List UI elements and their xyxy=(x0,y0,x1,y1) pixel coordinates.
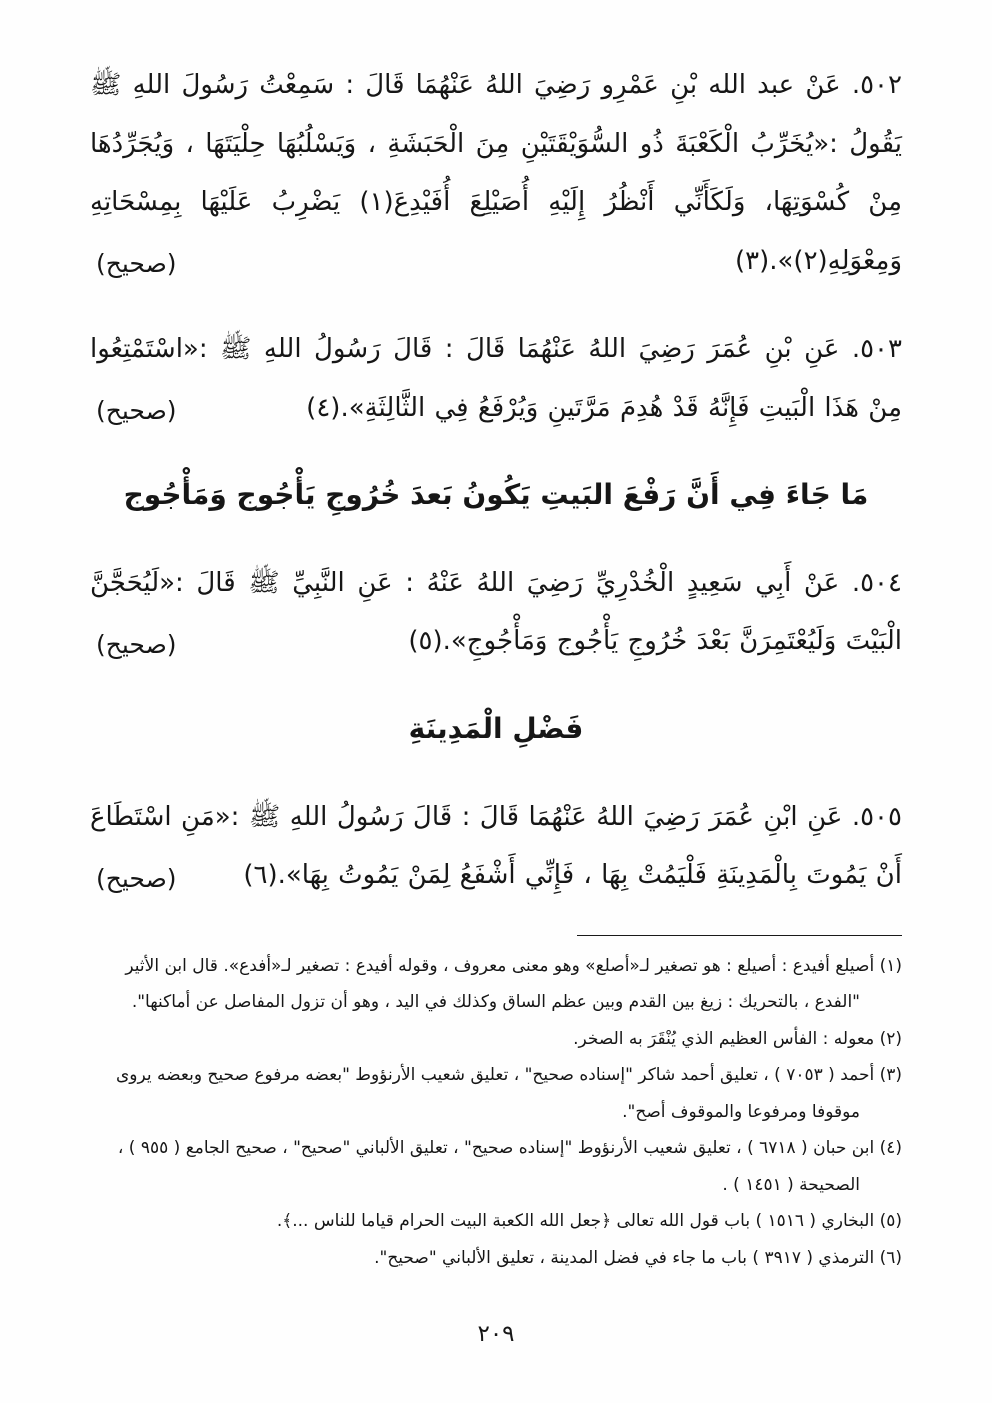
footnote-3: (٣) أحمد ( ٧٠٥٣ ) ، تعليق أحمد شاكر "إسناده صحيح" ، تعليق شعيب الأرنؤوط "بعضه مرفوع صحيح وبعضه يروى موقوفا ومرفوعا والموقوف أصح". xyxy=(116,1065,902,1122)
section-heading-virtue-of-madinah: فَضْلِ الْمَدِينَةِ xyxy=(408,711,584,745)
hadith-502 xyxy=(90,56,902,290)
footnote-4: (٤) ابن حبان ( ٦٧١٨ ) ، تعليق شعيب الأرنؤوط "إسناده صحيح" ، تعليق الألباني "صحيح" ، صحيح الجامع ( ٩٥٥ ) ، الصحيحة ( ١٤٥١ ) . xyxy=(117,1138,902,1195)
hadith-504-grade-badge: (صحيح) xyxy=(96,629,177,659)
hadith-504 xyxy=(90,554,902,671)
footnote-1: (١) أصيلع أفيدع : أصيلع : هو تصغير لـ«أصلع» وهو معنى معروف ، وقوله أفيدع : تصغير لـ«أفدع». قال ابن الأثير "الفدع ، بالتحريك : زيغ بين القدم وبين عظم الساق وكذلك في اليد ، وهو أن تزول المفاصل عن أماكنها". xyxy=(125,955,902,1013)
hadith-503-text: ٥٠٣. عَنِ بْنِ عُمَرَ رَضِيَ اللهُ عَنْهُمَا قَالَ : قَالَ رَسُولُ اللهِ ﷺ :«اسْتَمْتِعُوا مِنْ هَذَا الْبَيتِ فَإِنَّهُ قَدْ هُدِمَ مَرَّتَينِ وَيُرْفَعُ فِي الثَّالِثَةِ».(٤) xyxy=(90,334,902,423)
page-content xyxy=(90,56,902,1277)
hadith-505-text: ٥٠٥. عَنِ ابْنِ عُمَرَ رَضِيَ اللهُ عَنْهُمَا قَالَ : قَالَ رَسُولُ اللهِ ﷺ :«مَنِ اسْتَطَاعَ أَنْ يَمُوتَ بِالْمَدِينَةِ فَلْيَمُتْ بِهَا ، فَإِنِّي أَشْفَعُ لِمَنْ يَمُوتُ بِهَا».(٦) xyxy=(90,801,902,891)
hadith-502-grade-badge: (صحيح) xyxy=(96,249,177,278)
hadith-503-grade-badge: (صحيح) xyxy=(96,396,177,425)
hadith-505-grade-badge: (صحيح) xyxy=(96,863,177,893)
hadith-502-text: ٥٠٢. عَنْ عبد الله بْنِ عَمْرِو رَضِيَ اللهُ عَنْهُمَا قَالَ : سَمِعْتُ رَسُولَ اللهِ ﷺ يَقُولُ :«يُخَرِّبُ الْكَعْبَةَ ذُو السُّوَيْقَتَيْنِ مِنَ الْحَبَشَةِ ، وَيَسْلُبُهَا حِلْيَتَهَا ، وَيُجَرِّدُهَا مِنْ كُسْوَتِهَا، وَلَكَأَنِّي أَنْظُرُ إِلَيْهِ أُصَيْلِعَ أُفَيْدِعَ(١) يَضْرِبُ عَلَيْهَا بِمِسْحَاتِهِ وَمِعْوَلِهِ(٢)».(٣) xyxy=(90,70,902,276)
hadith-505 xyxy=(90,788,902,905)
footnote-2: (٢) معوله : الفأس العظيم الذي يُنْقَرَ به الصخر. xyxy=(573,1028,902,1049)
section-heading-raising-of-the-house: مَا جَاءَ فِي أَنَّ رَفْعَ البَيتِ يَكُونُ بَعدَ خُرُوجِ يَأْجُوج وَمَأْجُوج xyxy=(123,478,869,511)
hadith-504-text: ٥٠٤. عَنْ أَبِي سَعِيدٍ الْخُدْرِيِّ رَضِيَ اللهُ عَنْهُ : عَنِ النَّبِيِّ ﷺ قَالَ :«لَيُحَجَّنَّ الْبَيْتَ وَلَيُعْتَمِرَنَّ بَعْدَ خُرُوجِ يَأْجُوج وَمَأْجُوجِ».(٥) xyxy=(90,567,902,657)
page-number: ٢٠٩ xyxy=(477,1321,515,1347)
footnote-6: (٦) الترمذي ( ٣٩١٧ ) باب ما جاء في فضل المدينة ، تعليق الألباني "صحيح". xyxy=(374,1247,902,1268)
footnotes-section xyxy=(90,935,902,1277)
footnote-5: (٥) البخاري ( ١٥١٦ ) باب قول الله تعالى ﴿جعل الله الكعبة البيت الحرام قياما للناس ...﴾. xyxy=(276,1211,902,1232)
footnote-separator xyxy=(577,935,902,936)
hadith-503 xyxy=(90,320,902,437)
